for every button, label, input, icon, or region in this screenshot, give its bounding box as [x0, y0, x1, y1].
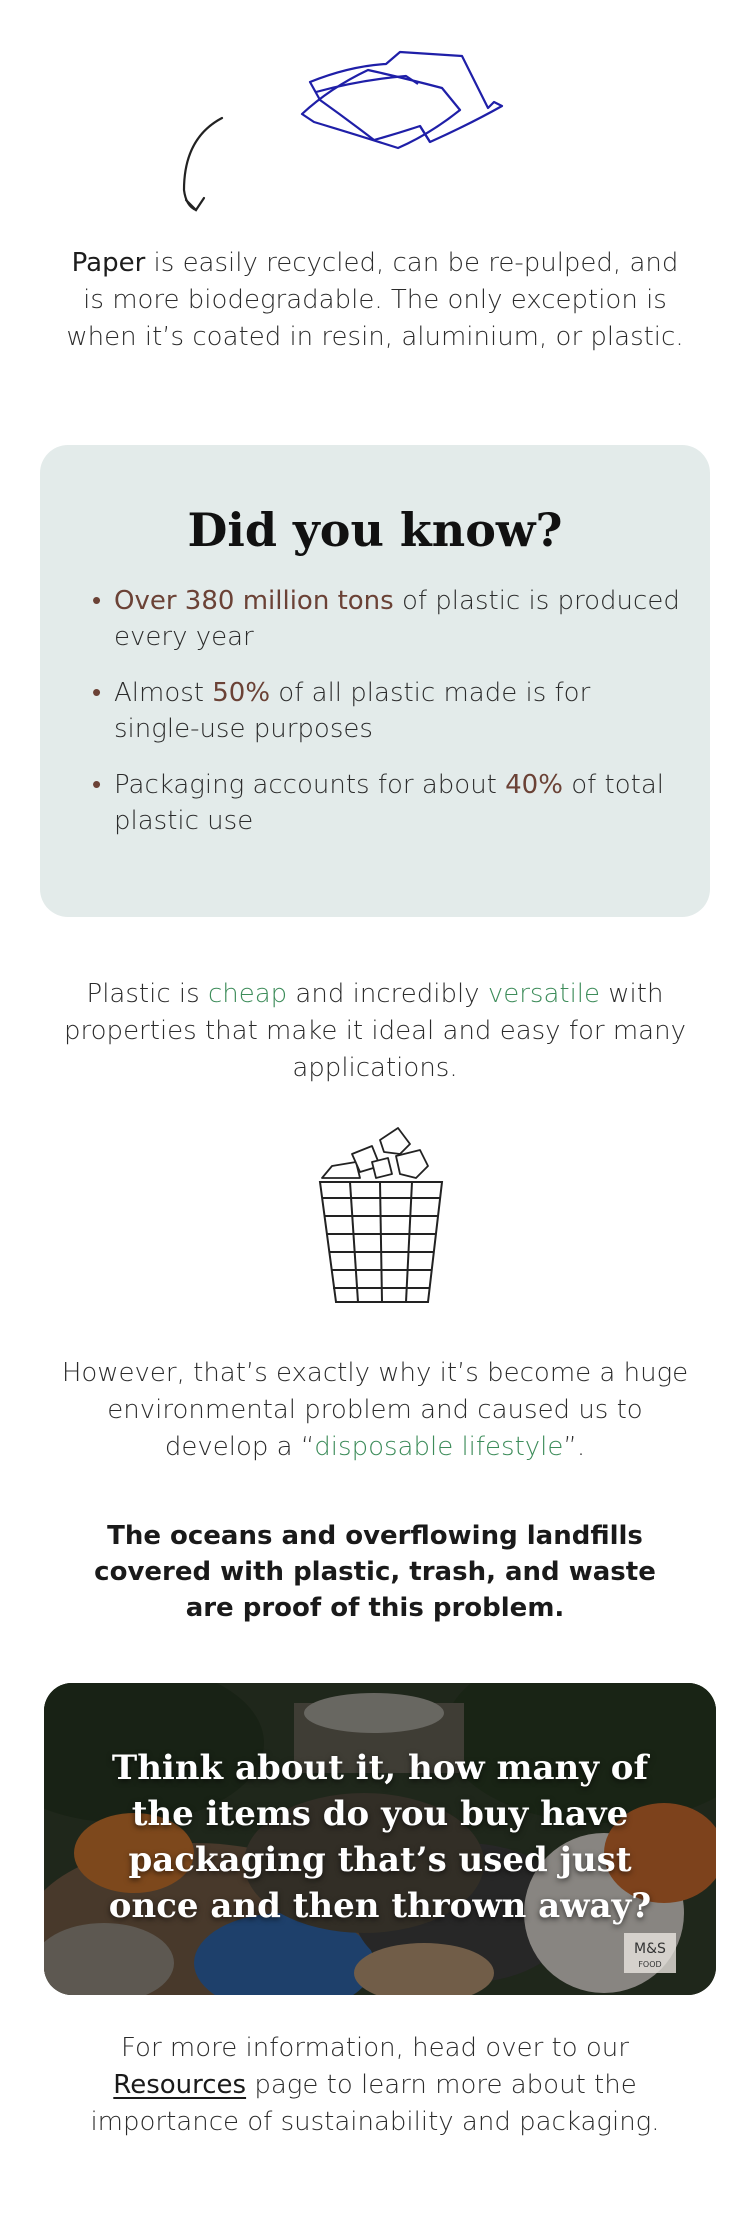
plastic-paragraph	[60, 976, 690, 1087]
problem-text: However, that’s exactly why it’s become a huge environmental problem and caused us to develop a “	[61, 1358, 689, 1462]
footer-paragraph	[60, 2030, 690, 2141]
bag-label: M&S	[634, 1941, 666, 1957]
bag-label-sub: FOOD	[638, 1960, 662, 1969]
problem-paragraph	[60, 1355, 690, 1466]
disposable-lifestyle-highlight: disposable lifestyle	[314, 1432, 564, 1462]
fact-text: of total plastic use	[114, 770, 664, 836]
plastic-text: with properties that make it ideal and easy for many applications.	[64, 979, 686, 1083]
resources-link[interactable]: Resources	[113, 2070, 247, 2100]
footer-text: For more information, head over to our	[121, 2033, 629, 2063]
fact-text: Packaging accounts for about	[114, 770, 506, 800]
fact-item	[90, 767, 680, 839]
bold-statement: The oceans and overflowing landfills covered with plastic, trash, and waste are proof of this problem.	[94, 1521, 656, 1623]
did-you-know-list	[90, 583, 680, 859]
fact-text: Almost	[114, 678, 213, 708]
bullet: •	[92, 678, 102, 708]
fact-item	[90, 675, 680, 747]
fact-text: of plastic is produced every year	[114, 586, 680, 652]
photo-quote: Think about it, how many of the items do you buy have packaging that’s used just once and then thrown away?	[108, 1748, 652, 1926]
trash-bin-icon	[316, 1126, 448, 1308]
bullet: •	[92, 770, 102, 800]
fact-text: of all plastic made is for single-use purposes	[114, 678, 591, 744]
plastic-text: and incredibly	[287, 979, 488, 1009]
plastic-text: Plastic is	[86, 979, 208, 1009]
problem-text: ”.	[563, 1432, 586, 1462]
paper-intro-text	[60, 245, 690, 356]
paper-word: Paper	[71, 248, 146, 278]
cheap-highlight: cheap	[207, 979, 288, 1009]
did-you-know-title: Did you know?	[187, 503, 563, 557]
fact-item	[90, 583, 680, 655]
paper-sheets-icon	[170, 30, 510, 220]
versatile-highlight: versatile	[487, 979, 601, 1009]
did-you-know-card	[40, 445, 710, 917]
fact-highlight: 40%	[505, 770, 563, 800]
fact-highlight: Over 380 million tons	[114, 586, 394, 616]
fact-highlight: 50%	[212, 678, 271, 708]
bullet: •	[92, 586, 102, 616]
curved-arrow-icon	[184, 118, 222, 210]
paper-intro-rest: is easily recycled, can be re-pulped, and is more biodegradable. The only exception is when it’s coated in resin, aluminium, or plastic.	[66, 248, 684, 352]
footer-text: page to learn more about the importance of sustainability and packaging.	[90, 2070, 660, 2137]
landfill-photo-card	[44, 1683, 716, 1995]
